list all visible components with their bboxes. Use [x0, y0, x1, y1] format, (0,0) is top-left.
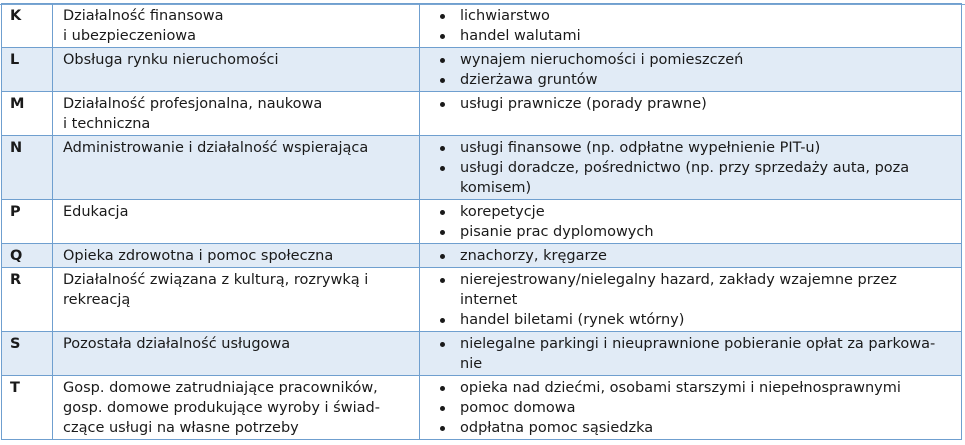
- section-name: [53, 376, 420, 440]
- list-item: handel biletami (rynek wtórny): [438, 310, 955, 330]
- list-item: handel walutami: [438, 26, 955, 46]
- examples-list: [438, 334, 955, 374]
- section-name-line: i ubezpieczeniowa: [63, 28, 197, 44]
- list-item: usługi finansowe (np. odpłatne wypełnienie PIT-u): [438, 138, 955, 158]
- list-item: usługi prawnicze (porady prawne): [438, 94, 955, 114]
- section-name-line: Działalność związana z kulturą, rozrywką i: [63, 272, 369, 288]
- examples-list: [438, 246, 955, 266]
- examples-list: [438, 50, 955, 90]
- table-row: [2, 48, 962, 92]
- section-name-line: czące usługi na własne potrzeby: [63, 420, 299, 436]
- list-item: nierejestrowany/nielegalny hazard, zakłady wzajemne przez internet: [438, 270, 955, 310]
- section-name-line: i techniczna: [63, 116, 151, 132]
- section-code: K: [2, 4, 53, 48]
- examples-list: [438, 94, 955, 114]
- section-name-line: gosp. domowe produkujące wyroby i świad-: [63, 400, 380, 416]
- section-code: S: [2, 332, 53, 376]
- list-item: nielegalne parkingi i nieuprawnione pobieranie opłat za parkowa-nie: [438, 334, 955, 374]
- examples-cell: [420, 268, 962, 332]
- examples-list: [438, 202, 955, 242]
- table-row: [2, 376, 962, 440]
- examples-cell: [420, 200, 962, 244]
- section-name-line: Gosp. domowe zatrudniające pracowników,: [63, 380, 378, 396]
- examples-list: [438, 270, 955, 330]
- section-code: R: [2, 268, 53, 332]
- examples-cell: [420, 48, 962, 92]
- section-name: [53, 48, 420, 92]
- table-row: [2, 332, 962, 376]
- table-row: [2, 92, 962, 136]
- table-row: [2, 136, 962, 200]
- examples-cell: [420, 136, 962, 200]
- table-row: [2, 200, 962, 244]
- examples-cell: [420, 332, 962, 376]
- section-code: N: [2, 136, 53, 200]
- activity-table: [1, 3, 962, 440]
- section-code: Q: [2, 244, 53, 268]
- section-name-line: Pozostała działalność usługowa: [63, 336, 291, 352]
- examples-list: [438, 378, 955, 438]
- section-code: M: [2, 92, 53, 136]
- section-name: [53, 268, 420, 332]
- section-code: L: [2, 48, 53, 92]
- list-item: pomoc domowa: [438, 398, 955, 418]
- section-name: [53, 332, 420, 376]
- list-item: odpłatna pomoc sąsiedzka: [438, 418, 955, 438]
- list-item: wynajem nieruchomości i pomieszczeń: [438, 50, 955, 70]
- section-name: [53, 4, 420, 48]
- list-item: znachorzy, kręgarze: [438, 246, 955, 266]
- list-item: dzierżawa gruntów: [438, 70, 955, 90]
- list-item: pisanie prac dyplomowych: [438, 222, 955, 242]
- table-row: [2, 268, 962, 332]
- section-name-line: Obsługa rynku nieruchomości: [63, 52, 279, 68]
- examples-cell: [420, 92, 962, 136]
- examples-list: [438, 138, 955, 198]
- section-code: P: [2, 200, 53, 244]
- section-name-line: Opieka zdrowotna i pomoc społeczna: [63, 248, 334, 264]
- list-item: korepetycje: [438, 202, 955, 222]
- section-code: T: [2, 376, 53, 440]
- examples-cell: [420, 4, 962, 48]
- list-item: lichwiarstwo: [438, 6, 955, 26]
- section-name: [53, 92, 420, 136]
- section-name: [53, 136, 420, 200]
- section-name-line: Edukacja: [63, 204, 129, 220]
- section-name-line: Działalność profesjonalna, naukowa: [63, 96, 323, 112]
- examples-cell: [420, 376, 962, 440]
- table-row: [2, 244, 962, 268]
- section-name-line: rekreacją: [63, 292, 131, 308]
- examples-cell: [420, 244, 962, 268]
- list-item: opieka nad dziećmi, osobami starszymi i niepełnosprawnymi: [438, 378, 955, 398]
- list-item: usługi doradcze, pośrednictwo (np. przy sprzedaży auta, poza komisem): [438, 158, 955, 198]
- section-name: [53, 244, 420, 268]
- section-name: [53, 200, 420, 244]
- table-row: [2, 4, 962, 48]
- examples-list: [438, 6, 955, 46]
- section-name-line: Działalność finansowa: [63, 8, 224, 24]
- section-name-line: Administrowanie i działalność wspierająca: [63, 140, 369, 156]
